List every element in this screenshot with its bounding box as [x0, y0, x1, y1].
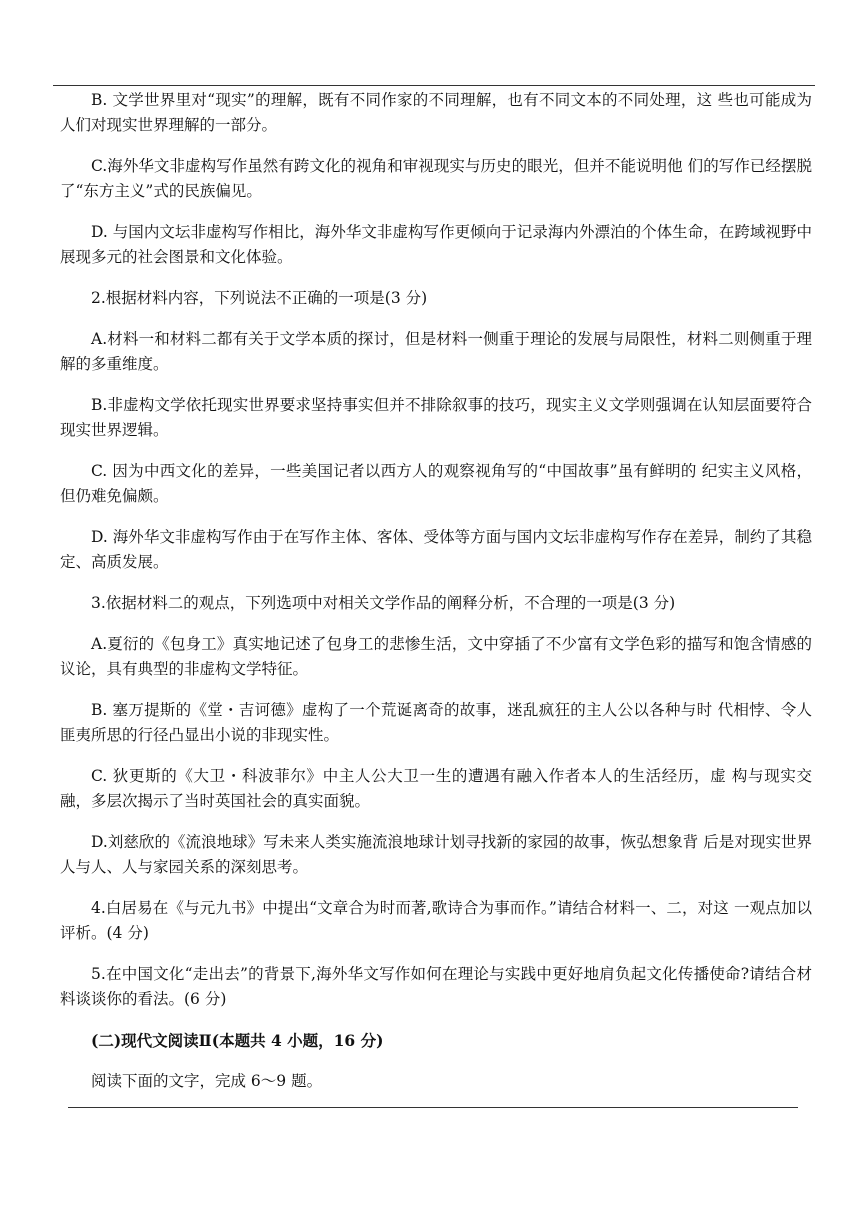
option-b-q3: B. 塞万提斯的《堂・吉诃德》虚构了一个荒诞离奇的故事，迷乱疯狂的主人公以各种与时 代相悖、令人匪夷所思的行径凸显出小说的非现实性。 — [60, 701, 812, 744]
question-5: 5.在中国文化“走出去”的背景下,海外华文写作如何在理论与实践中更好地肩负起文化传播使命?请结合材料谈谈你的看法。(6 分) — [60, 965, 812, 1008]
option-b-q1: B. 文学世界里对“现实”的理解，既有不同作家的不同理解，也有不同文本的不同处理，这 些也可能成为人们对现实世界理解的一部分。 — [60, 91, 812, 134]
option-b-q2: B.非虚构文学依托现实世界要求坚持事实但并不排除叙事的技巧，现实主义文学则强调在认知层面要符合现实世界逻辑。 — [60, 396, 812, 439]
option-a-q3: A.夏衍的《包身工》真实地记述了包身工的悲惨生活，文中穿插了不少富有文学色彩的描写和饱含情感的议论，具有典型的非虚构文学特征。 — [60, 635, 812, 678]
question-3: 3.依据材料二的观点，下列选项中对相关文学作品的阐释分析，不合理的一项是(3 分) — [91, 594, 676, 612]
option-a-q2: A.材料一和材料二都有关于文学本质的探讨，但是材料一侧重于理论的发展与局限性，材料二则侧重于理解的多重维度。 — [60, 330, 812, 373]
bottom-rule — [68, 1107, 798, 1108]
option-c-q2: C. 因为中西文化的差异，一些美国记者以西方人的观察视角写的“中国故事”虽有鲜明的 纪实主义风格，但仍难免偏颇。 — [60, 462, 812, 505]
top-rule — [53, 85, 815, 86]
option-d-q3: D.刘慈欣的《流浪地球》写未来人类实施流浪地球计划寻找新的家园的故事，恢弘想象背 后是对现实世界人与人、人与家园关系的深刻思考。 — [60, 833, 812, 876]
option-c-q3: C. 狄更斯的《大卫・科波菲尔》中主人公大卫一生的遭遇有融入作者本人的生活经历，虚 构与现实交融，多层次揭示了当时英国社会的真实面貌。 — [60, 767, 812, 810]
option-d-q1: D. 与国内文坛非虚构写作相比，海外华文非虚构写作更倾向于记录海内外漂泊的个体生命，在跨域视野中展现多元的社会图景和文化体验。 — [60, 223, 812, 266]
option-d-q2: D. 海外华文非虚构写作由于在写作主体、客体、受体等方面与国内文坛非虚构写作存在差异，制约了其稳定、高质发展。 — [60, 528, 812, 571]
question-4: 4.白居易在《与元九书》中提出“文章合为时而著,歌诗合为事而作。”请结合材料一、二，对这 一观点加以评析。(4 分) — [60, 899, 812, 942]
document-body — [60, 88, 812, 1110]
section-heading: (二)现代文阅读Ⅱ(本题共 4 小题，16 分) — [91, 1031, 384, 1050]
question-2: 2.根据材料内容，下列说法不正确的一项是(3 分) — [91, 289, 428, 307]
reading-instruction: 阅读下面的文字，完成 6～9 题。 — [91, 1072, 323, 1090]
option-c-q1: C.海外华文非虚构写作虽然有跨文化的视角和审视现实与历史的眼光，但并不能说明他 们的写作已经摆脱了“东方主义”式的民族偏见。 — [60, 157, 812, 200]
